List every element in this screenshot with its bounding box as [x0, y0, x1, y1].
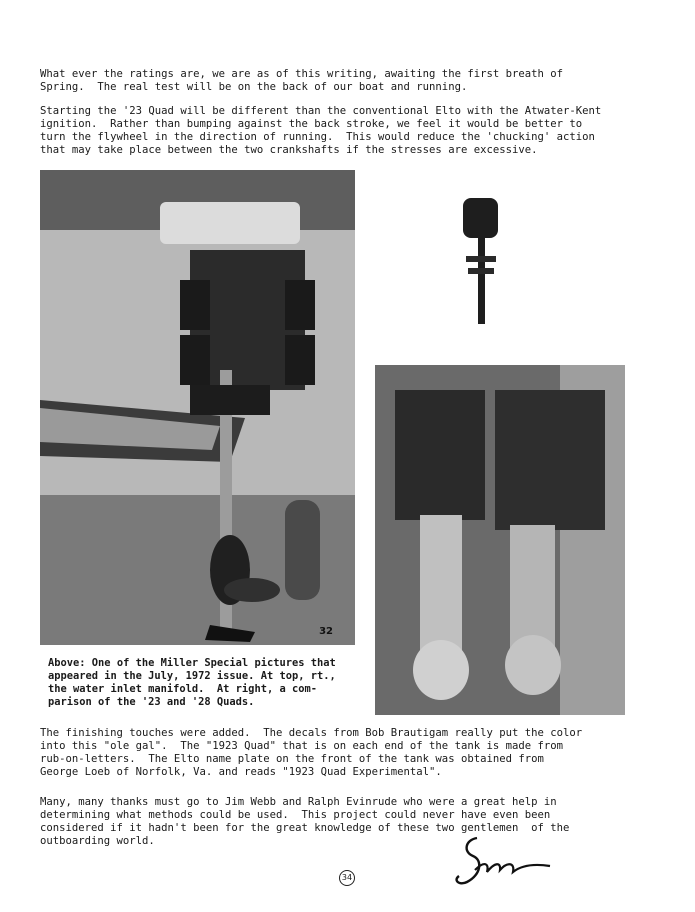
- photo-miller-special-outboard: [40, 170, 355, 645]
- paragraph-ratings: What ever the ratings are, we are as of this writing, awaiting the first breath of Spring. The real test will be on the back of our boat and running.: [40, 68, 563, 93]
- photo-water-inlet-manifold: [430, 170, 540, 330]
- paragraph-thanks: Many, many thanks must go to Jim Webb and Ralph Evinrude who were a great help in determining what methods could be used. This project could never have even been considered if it hadn't been for the great knowledge of these two gentlemen of the outboarding world.: [40, 796, 570, 847]
- paragraph-starting: Starting the '23 Quad will be different than the conventional Elto with the Atwater-Kent ignition. Rather than bumping against the back stroke, we feel it would be better to turn the flywheel in the direction of running. This would reduce the 'chucking' action that may take place between the two crankshafts if the stresses are excessive.: [40, 105, 602, 156]
- photo-number-label: 32: [319, 626, 333, 637]
- paragraph-finishing: The finishing touches were added. The decals from Bob Brautigam really put the color into this "ole gal". The "1923 Quad" that is on each end of the tank is made from rub-on-letters. The Elto name plate on the front of the tank was obtained from George Loeb of Norfolk, Va. and reads "1923 Quad Experimental".: [40, 727, 583, 778]
- page-number: 34: [339, 870, 355, 886]
- photo-caption: Above: One of the Miller Special pictures that appeared in the July, 1972 issue. At top, rt., the water inlet manifold. At right, a com- parison of the '23 and '28 Quads.: [48, 657, 336, 708]
- handwritten-signature: [445, 830, 555, 895]
- photo-quad-comparison: [375, 365, 625, 715]
